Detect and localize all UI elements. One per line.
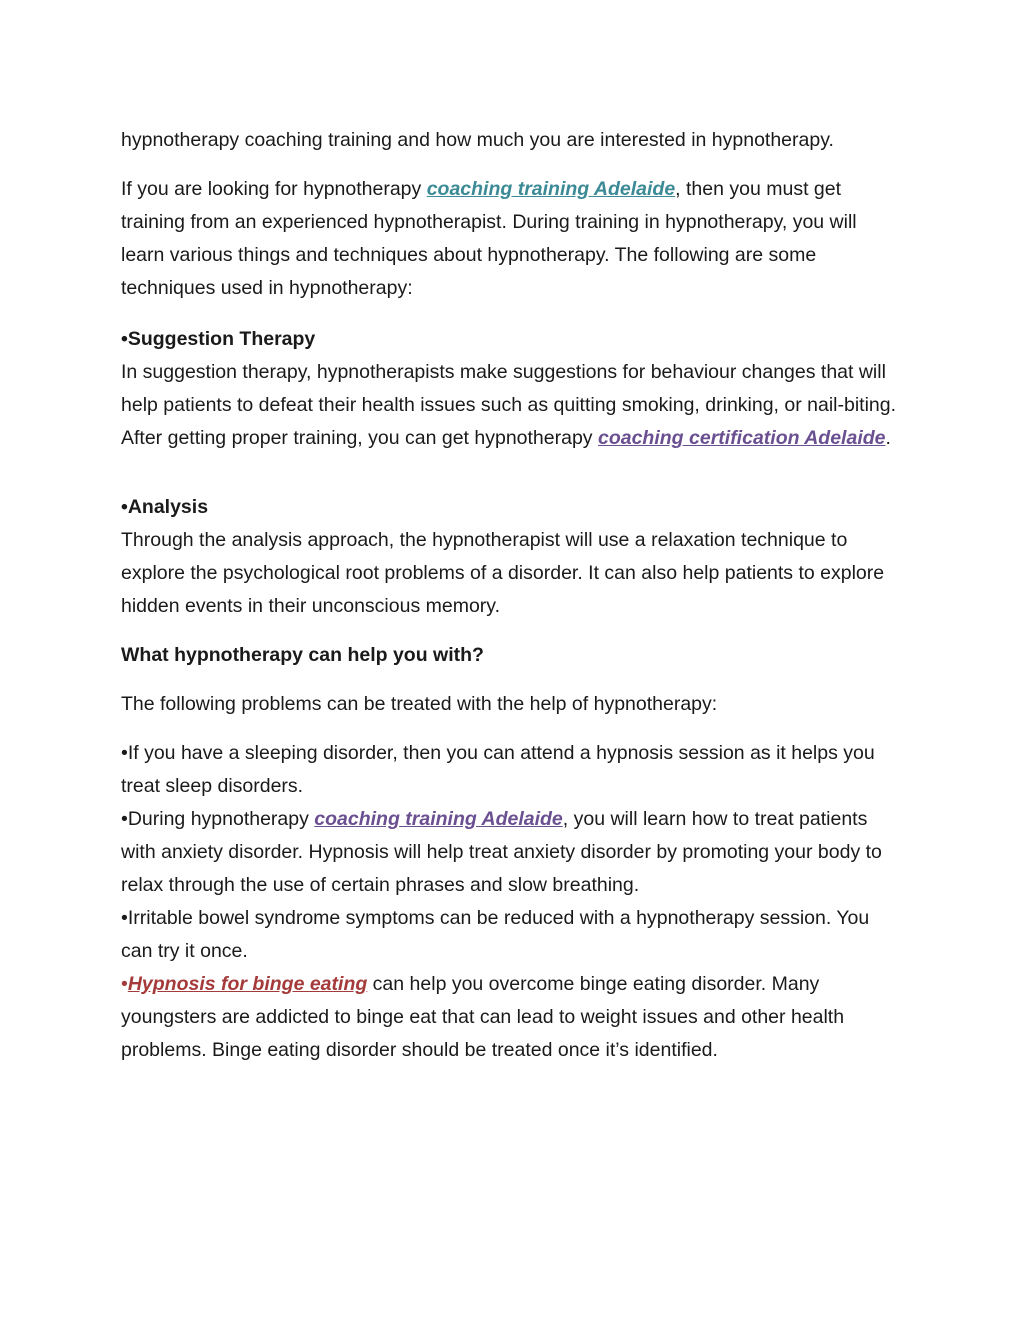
- analysis-paragraph: [121, 524, 901, 623]
- suggestion-paragraph: [121, 356, 901, 455]
- document-body: [121, 124, 901, 1067]
- list-item: [121, 968, 901, 1067]
- bullet-icon: •: [121, 907, 128, 929]
- list-item: [121, 803, 901, 902]
- analysis-text: Through the analysis approach, the hypnotherapist will use a relaxation technique to explore the psychological root problems of a disorder. It can also help patients to explore hidden events in their unconscious memory.: [121, 529, 885, 617]
- bullet-icon: •: [121, 808, 128, 830]
- suggestion-text-after: .: [885, 427, 891, 449]
- suggestion-heading-text: Suggestion Therapy: [127, 328, 316, 350]
- coaching-certification-link[interactable]: coaching certification Adelaide: [597, 427, 886, 449]
- list-item-text-after: can help you overcome binge eating disorder. Many youngsters are addicted to binge eat that can lead to weight issues and other health problems. Binge eating disorder should be treated once it’s identified.: [121, 973, 845, 1061]
- help-intro-paragraph: [121, 688, 901, 721]
- list-item-text-before: During hypnotherapy: [127, 808, 315, 830]
- analysis-heading-text: Analysis: [127, 496, 209, 518]
- list-item-text: Irritable bowel syndrome symptoms can be reduced with a hypnotherapy session. You can try it once.: [121, 907, 870, 962]
- list-item: [121, 737, 901, 803]
- suggestion-text-before: In suggestion therapy, hypnotherapists make suggestions for behaviour changes that will help patients to defeat their health issues such as quitting smoking, drinking, or nail-biting. After getting proper training, you can get hypnotherapy: [121, 361, 897, 449]
- bullet-icon: •: [121, 328, 128, 350]
- help-intro-text: The following problems can be treated with the help of hypnotherapy:: [121, 693, 718, 715]
- help-heading: [121, 639, 901, 672]
- looking-text-after: , then you must get training from an experienced hypnotherapist. During training in hypnotherapy, you will learn various things and techniques about hypnotherapy. The following are some techniques used in hypnotherapy:: [121, 178, 857, 299]
- bullet-icon: •: [121, 973, 128, 995]
- list-item-text: If you have a sleeping disorder, then you can attend a hypnosis session as it helps you treat sleep disorders.: [121, 742, 875, 797]
- list-item-text-after: , you will learn how to treat patients with anxiety disorder. Hypnosis will help treat anxiety disorder by promoting your body to relax through the use of certain phrases and slow breathing.: [121, 808, 882, 896]
- coaching-training-link[interactable]: coaching training Adelaide: [426, 178, 676, 200]
- coaching-training-link-2[interactable]: coaching training Adelaide: [314, 808, 563, 830]
- bullet-icon: •: [121, 742, 128, 764]
- help-heading-text: What hypnotherapy can help you with?: [121, 644, 484, 666]
- analysis-heading: [121, 491, 901, 524]
- list-item: [121, 902, 901, 968]
- looking-paragraph: [121, 173, 901, 305]
- suggestion-heading: [121, 323, 901, 356]
- bullet-icon: •: [121, 496, 128, 518]
- binge-eating-link[interactable]: Hypnosis for binge eating: [127, 973, 368, 995]
- looking-text-before: If you are looking for hypnotherapy: [121, 178, 427, 200]
- intro-text: hypnotherapy coaching training and how much you are interested in hypnotherapy.: [121, 129, 834, 151]
- intro-paragraph: [121, 124, 901, 157]
